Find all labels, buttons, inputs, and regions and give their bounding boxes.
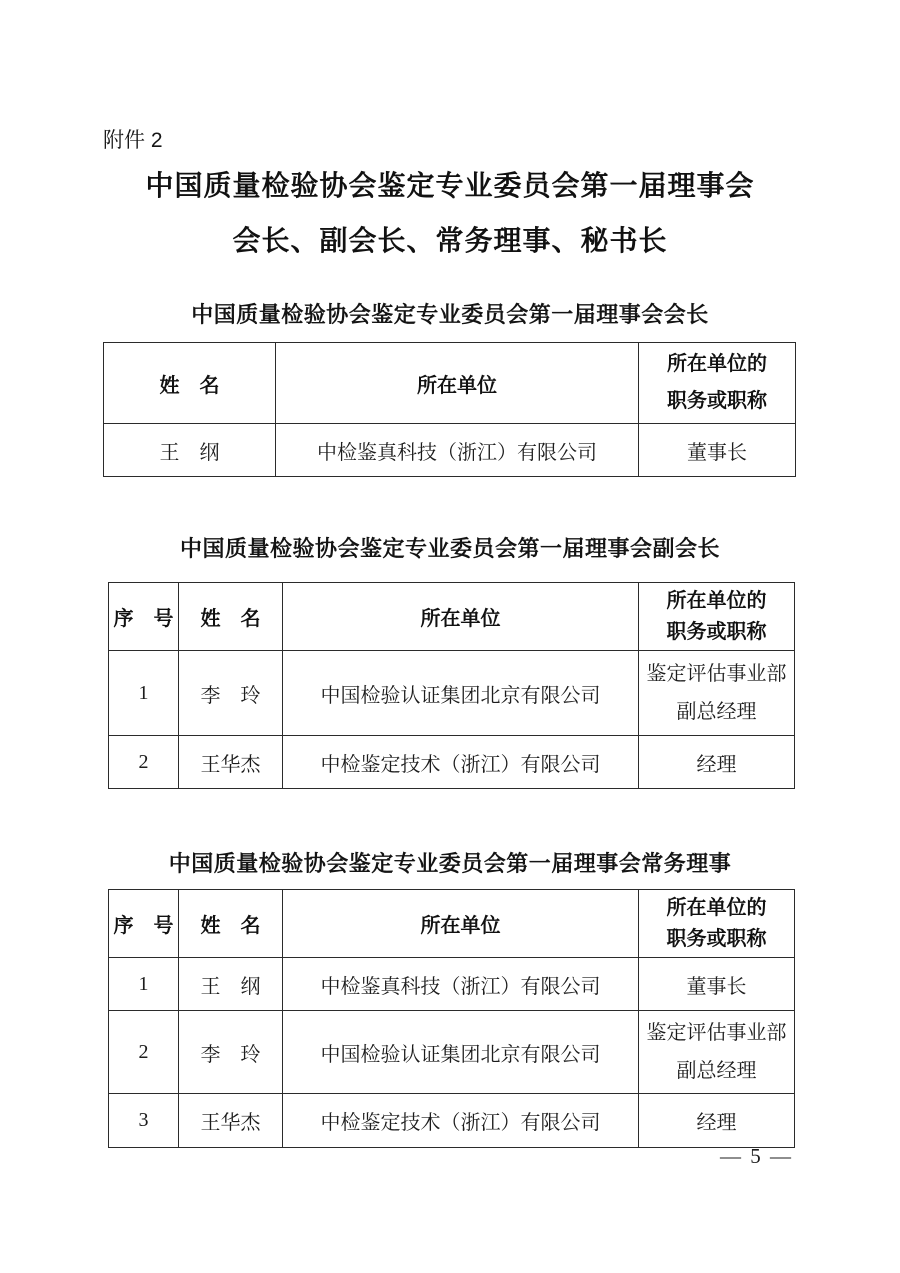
cell-org: 中检鉴真科技（浙江）有限公司	[283, 958, 639, 1011]
header-job-line2: 职务或职称	[666, 927, 767, 950]
table-row	[109, 1011, 795, 1094]
cell-no: 1	[109, 651, 179, 736]
table-row	[109, 958, 795, 1011]
section-title-standing-directors: 中国质量检验协会鉴定专业委员会第一届理事会常务理事	[168, 851, 732, 876]
cell-no: 3	[109, 1094, 179, 1148]
header-cell-no: 序 号	[109, 890, 179, 958]
header-job-line1: 所在单位的	[666, 589, 767, 612]
header-cell-name: 姓 名	[179, 890, 283, 958]
header-cell-org: 所在单位	[283, 890, 639, 958]
header-cell-org: 所在单位	[276, 343, 639, 424]
cell-org: 中国检验认证集团北京有限公司	[283, 1011, 639, 1094]
header-job-line1: 所在单位的	[667, 353, 767, 375]
cell-no: 2	[109, 736, 179, 789]
header-job-line1: 所在单位的	[666, 896, 767, 919]
table-row	[109, 1094, 795, 1148]
cell-job: 经理	[639, 736, 795, 789]
table-row	[109, 736, 795, 789]
document-title-line2: 会长、副会长、常务理事、秘书长	[232, 225, 668, 256]
cell-name: 李 玲	[179, 1011, 283, 1094]
cell-org: 中检鉴定技术（浙江）有限公司	[283, 1094, 639, 1148]
section-title-chairman: 中国质量检验协会鉴定专业委员会第一届理事会会长	[191, 302, 709, 327]
cell-job: 鉴定评估事业部 副总经理	[639, 1011, 795, 1094]
page-number: — 5 —	[720, 1144, 793, 1168]
cell-name: 王 纲	[179, 958, 283, 1011]
cell-job: 鉴定评估事业部 副总经理	[639, 651, 795, 736]
attachment-label: 附件 2	[103, 129, 163, 152]
chairman-table	[103, 342, 796, 477]
cell-org: 中国检验认证集团北京有限公司	[283, 651, 639, 736]
table-row	[109, 651, 795, 736]
table-header-row	[109, 583, 795, 651]
header-cell-org: 所在单位	[283, 583, 639, 651]
cell-org: 中检鉴真科技（浙江）有限公司	[276, 424, 639, 477]
header-cell-job	[639, 343, 796, 424]
cell-name: 李 玲	[179, 651, 283, 736]
header-job-line2: 职务或职称	[667, 390, 767, 412]
header-cell-name: 姓 名	[104, 343, 276, 424]
cell-org: 中检鉴定技术（浙江）有限公司	[283, 736, 639, 789]
cell-no: 1	[109, 958, 179, 1011]
header-cell-no: 序 号	[109, 583, 179, 651]
cell-job: 经理	[639, 1094, 795, 1148]
table-header-row	[109, 890, 795, 958]
vice-chairman-table	[108, 582, 795, 789]
cell-job: 董事长	[639, 958, 795, 1011]
table-row	[104, 424, 796, 477]
standing-directors-table	[108, 889, 795, 1148]
section-title-vice-chairman: 中国质量检验协会鉴定专业委员会第一届理事会副会长	[179, 536, 720, 561]
cell-no: 2	[109, 1011, 179, 1094]
cell-job: 董事长	[639, 424, 796, 477]
cell-name: 王华杰	[179, 736, 283, 789]
header-cell-job	[639, 890, 795, 958]
cell-name: 王 纲	[104, 424, 276, 477]
header-cell-job	[639, 583, 795, 651]
header-job-line2: 职务或职称	[666, 620, 767, 643]
header-cell-name: 姓 名	[179, 583, 283, 651]
table-header-row	[104, 343, 796, 424]
cell-name: 王华杰	[179, 1094, 283, 1148]
document-title-line1: 中国质量检验协会鉴定专业委员会第一届理事会	[145, 170, 755, 201]
